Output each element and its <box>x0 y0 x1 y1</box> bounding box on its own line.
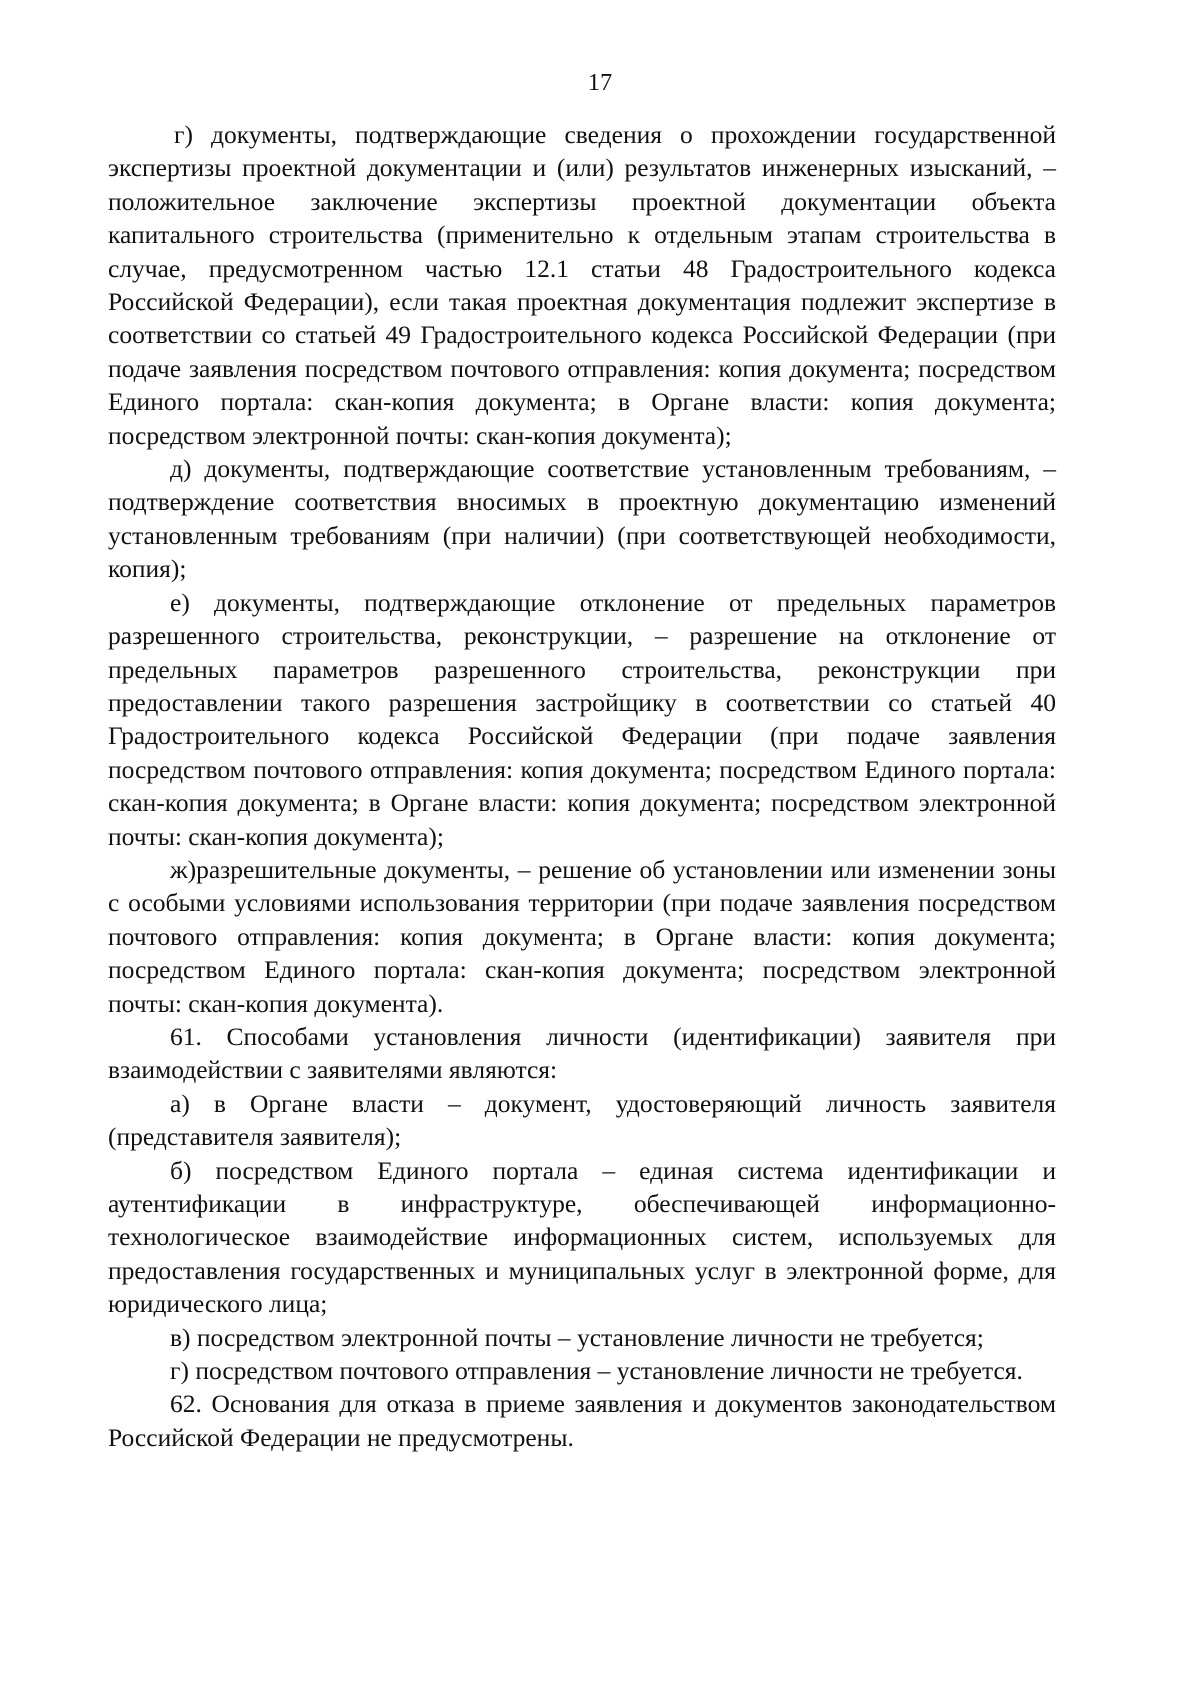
paragraph-61v: в) посредством электронной почты – установление личности не требуется; <box>170 1322 984 1352</box>
paragraph-61b: б) посредством Единого портала – единая система идентификации и аутентификации в инфраструктуре, обеспечивающей информационно-технологическое взаимодействие информационных систем, используемых для предоставления государственных и муниципальных услуг в электронной форме, для юридического лица; <box>108 1155 1056 1319</box>
paragraph-61-identification: 61. Способами установления личности (идентификации) заявителя при взаимодействии с заявителями являются: <box>108 1021 1056 1085</box>
paragraph-62-refusal: 62. Основания для отказа в приеме заявления и документов законодательством Российской Федерации не предусмотрены. <box>108 1389 1056 1452</box>
paragraph-61g: г) посредством почтового отправления – установление личности не требуется. <box>170 1356 1023 1386</box>
paragraph-61a: а) в Органе власти – документ, удостоверяющий личность заявителя (представителя заявителя); <box>108 1088 1056 1152</box>
paragraph-d-compliance: д) документы, подтверждающие соответствие установленным требованиям, – подтверждение соответствия вносимых в проектную документацию изменений установленным требованиям (при наличии) (при соответствующей необходимости, копия); <box>108 454 1056 584</box>
paragraph-g-expertise: г) документы, подтверждающие сведения о прохождении государственной экспертизы проектной документации и (или) результатов инженерных изысканий, – положительное заключение экспертизы проектной документации объекта капитального строительства (применительно к отдельным этапам строительства в случае, предусмотренном частью 12.1 статьи 48 Градостроительного кодекса Российской Федерации), если такая проектная документация подлежит экспертизе в соответствии со статьей 49 Градостроительного кодекса Российской Федерации (при подаче заявления посредством почтового отправления: копия документа; посредством Единого портала: скан-копия документа; в Органе власти: копия документа; посредством электронной почты: скан-копия документа); <box>108 120 1056 450</box>
page-number: 17 <box>587 69 613 96</box>
paragraph-zh-permits: ж)разрешительные документы, – решение об установлении или изменении зоны с особыми условиями использования территории (при подаче заявления посредством почтового отправления: копия документа; в Органе власти: копия документа; посредством Единого портала: скан-копия документа; посредством электронной почты: скан-копия документа). <box>108 854 1056 1018</box>
document-body <box>108 118 1056 1454</box>
paragraph-e-deviation: е) документы, подтверждающие отклонение от предельных параметров разрешенного строительства, реконструкции, – разрешение на отклонение от предельных параметров разрешенного строительства, реконструкции при предоставлении такого разрешения застройщику в соответствии со статьей 40 Градостроительного кодекса Российской Федерации (при подаче заявления посредством почтового отправления: копия документа; посредством Единого портала: скан-копия документа; в Органе власти: копия документа; посредством электронной почты: скан-копия документа); <box>108 587 1056 851</box>
